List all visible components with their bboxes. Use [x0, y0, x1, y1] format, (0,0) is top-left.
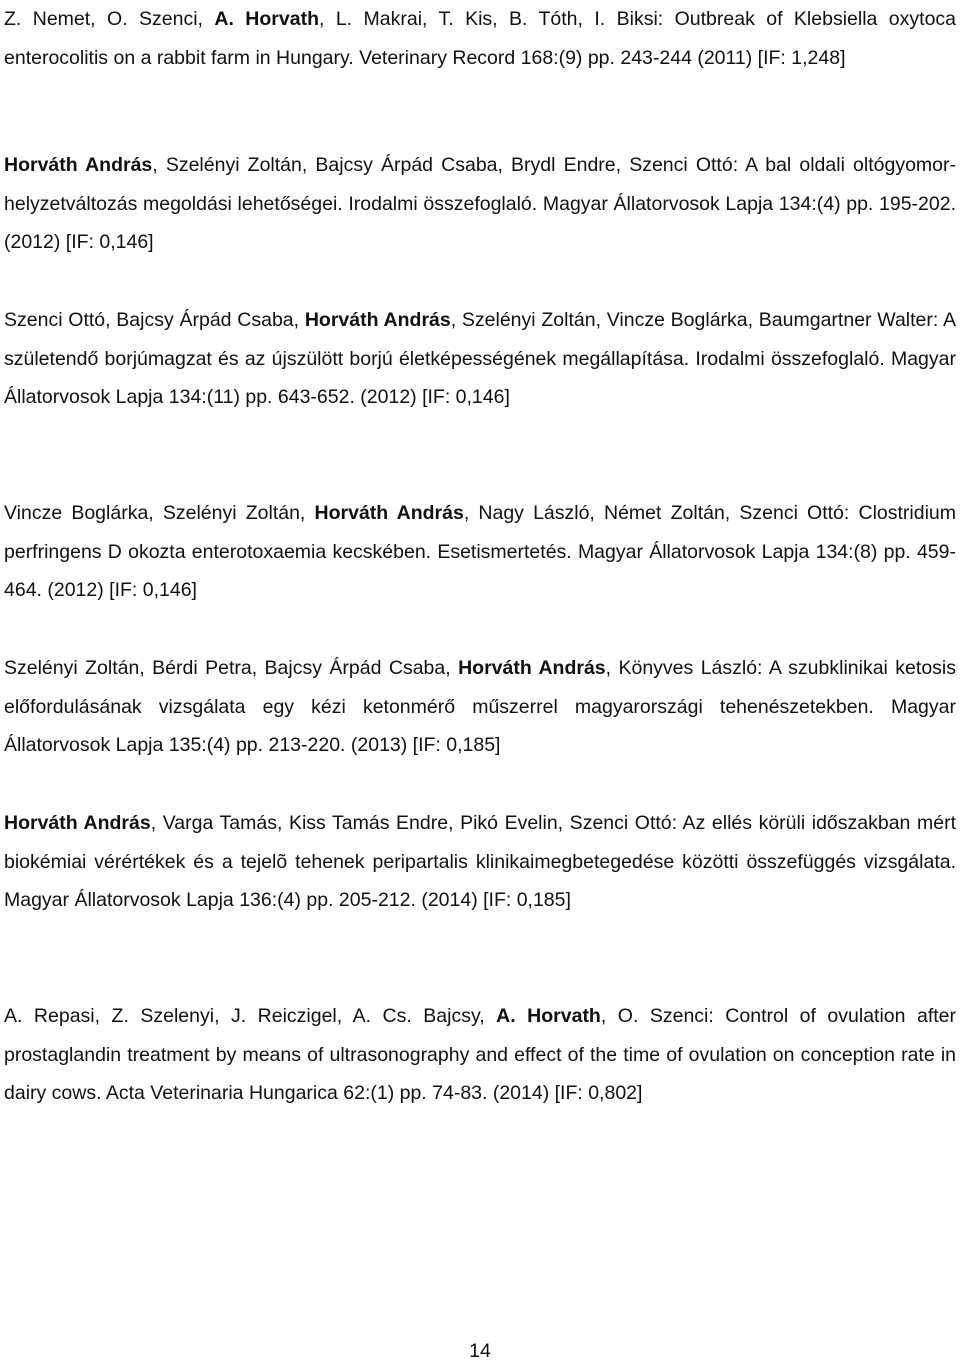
reference-text: Szelényi Zoltán, Bérdi Petra, Bajcsy Árpád Csaba,	[4, 657, 459, 679]
highlighted-author: A. Horvath	[214, 8, 319, 30]
reference-entry	[4, 649, 956, 765]
highlighted-author: Horváth András	[4, 812, 151, 834]
reference-text: , O. Szenci: Control of ovulation after prostaglandin treatment by means of ultrasonography and effect of the time of ovulation on conception rate in dairy cows. Acta Veterinaria Hungarica 62:(1) pp. 74-83. (2014) [IF: 0,802]	[4, 1005, 956, 1105]
reference-text: , L. Makrai, T. Kis, B. Tóth, I. Biksi: Outbreak of Klebsiella oxytoca enterocolitis on a rabbit farm in Hungary. Veterinary Record 168:(9) pp. 243-244 (2011) [IF: 1,248]	[4, 8, 957, 69]
reference-entry	[4, 146, 956, 262]
reference-entry	[4, 301, 956, 417]
highlighted-author: Horváth András	[314, 502, 464, 524]
reference-text: A. Repasi, Z. Szelenyi, J. Reiczigel, A. Cs. Bajcsy,	[4, 1005, 497, 1027]
reference-text: , Szelényi Zoltán, Vincze Boglárka, Baumgartner Walter: A születendő borjúmagzat és az újszülött borjú életképességének megállapítása. Irodalmi összefoglaló. Magyar Állatorvosok Lapja 134:(11) pp. 643-652. (2012) [IF: 0,146]	[4, 309, 957, 409]
highlighted-author: Horváth András	[4, 154, 153, 176]
reference-text: , Szelényi Zoltán, Bajcsy Árpád Csaba, Brydl Endre, Szenci Ottó: A bal oldali oltógyomor-helyzetváltozás megoldási lehetőségei. Irodalmi összefoglaló. Magyar Állatorvosok Lapja 134:(4) pp. 195-202. (2012) [IF: 0,146]	[4, 154, 956, 254]
reference-text: , Nagy László, Német Zoltán, Szenci Ottó: Clostridium perfringens D okozta enterotoxaemia kecskében. Esetismertetés. Magyar Állatorvosok Lapja 134:(8) pp. 459-464. (2012) [IF: 0,146]	[4, 502, 956, 602]
page-number: 14	[469, 1340, 491, 1362]
reference-entry	[4, 997, 956, 1113]
reference-entry	[4, 0, 956, 77]
reference-text: Szenci Ottó, Bajcsy Árpád Csaba,	[4, 309, 305, 331]
highlighted-author: Horváth András	[458, 657, 606, 679]
reference-text: Vincze Boglárka, Szelényi Zoltán,	[4, 502, 315, 524]
reference-text: , Varga Tamás, Kiss Tamás Endre, Pikó Evelin, Szenci Ottó: Az ellés körüli időszakban mért biokémiai vérértékek és a tejelõ tehenek peripartalis klinikaimegbetegedése közötti összefüggés vizsgálata. Magyar Állatorvosok Lapja 136:(4) pp. 205-212. (2014) [IF: 0,185]	[4, 812, 956, 912]
highlighted-author: A. Horvath	[496, 1005, 601, 1027]
reference-text: , Könyves László: A szubklinikai ketosis előfordulásának vizsgálata egy kézi ketonmérő műszerrel magyarországi tehenészetekben. Magyar Állatorvosok Lapja 135:(4) pp. 213-220. (2013) [IF: 0,185]	[4, 657, 956, 757]
reference-text: Z. Nemet, O. Szenci,	[4, 8, 215, 30]
reference-entry	[4, 494, 956, 610]
highlighted-author: Horváth András	[304, 309, 451, 331]
reference-entry	[4, 804, 956, 920]
